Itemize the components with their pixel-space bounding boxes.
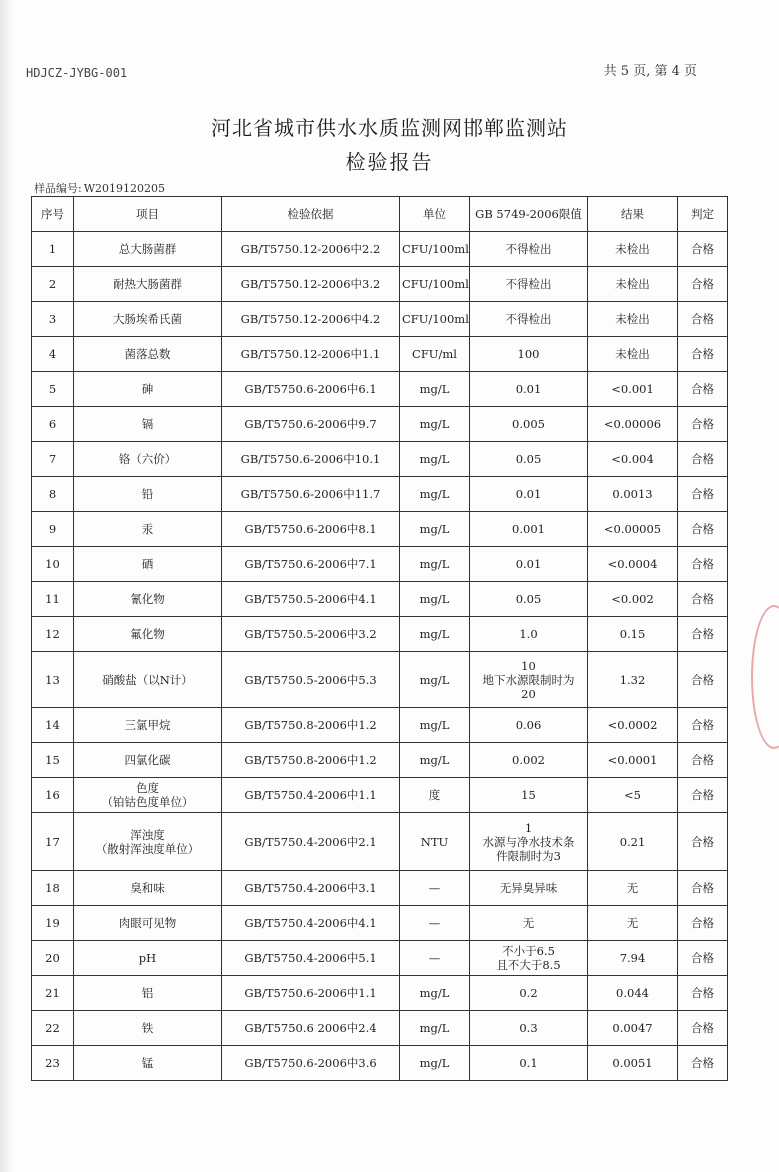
cell-verdict: 合格 (678, 372, 728, 407)
cell-limit: 0.005 (470, 407, 588, 442)
cell-method: GB/T5750.8-2006中1.2 (222, 743, 400, 778)
cell-no: 23 (32, 1046, 74, 1081)
cell-result: 无 (588, 871, 678, 906)
table-row (32, 617, 728, 652)
cell-unit: NTU (400, 813, 470, 871)
cell-method: GB/T5750.6-2006中9.7 (222, 407, 400, 442)
cell-verdict: 合格 (678, 442, 728, 477)
cell-item: 氰化物 (74, 582, 222, 617)
cell-result: 0.0013 (588, 477, 678, 512)
cell-unit: mg/L (400, 976, 470, 1011)
cell-item: 铁 (74, 1011, 222, 1046)
cell-verdict: 合格 (678, 976, 728, 1011)
cell-unit: mg/L (400, 512, 470, 547)
cell-unit: mg/L (400, 617, 470, 652)
cell-limit: 0.05 (470, 442, 588, 477)
cell-verdict: 合格 (678, 232, 728, 267)
cell-unit: CFU/ml (400, 337, 470, 372)
cell-item: 臭和味 (74, 871, 222, 906)
cell-result: 1.32 (588, 652, 678, 708)
cell-limit: 1 水源与净水技术条 件限制时为3 (470, 813, 588, 871)
cell-no: 16 (32, 778, 74, 813)
cell-limit: 不得检出 (470, 302, 588, 337)
table-row (32, 267, 728, 302)
cell-limit: 100 (470, 337, 588, 372)
cell-limit: 0.3 (470, 1011, 588, 1046)
cell-item: 浑浊度 （散射浑浊度单位） (74, 813, 222, 871)
col-header-method: 检验依据 (222, 197, 400, 232)
cell-item: 四氯化碳 (74, 743, 222, 778)
cell-verdict: 合格 (678, 1011, 728, 1046)
cell-no: 17 (32, 813, 74, 871)
cell-result: 未检出 (588, 232, 678, 267)
report-title: 检验报告 (345, 150, 434, 174)
cell-limit: 不得检出 (470, 267, 588, 302)
table-row (32, 547, 728, 582)
cell-unit: CFU/100ml (400, 267, 470, 302)
cell-unit: mg/L (400, 652, 470, 708)
cell-verdict: 合格 (678, 512, 728, 547)
cell-method: GB/T5750.4-2006中5.1 (222, 941, 400, 976)
sample-number-label: 样品编号: (34, 182, 82, 195)
cell-unit: mg/L (400, 372, 470, 407)
cell-item: 铬（六价） (74, 442, 222, 477)
cell-no: 12 (32, 617, 74, 652)
table-row (32, 337, 728, 372)
cell-limit: 0.06 (470, 708, 588, 743)
cell-item: 三氯甲烷 (74, 708, 222, 743)
cell-verdict: 合格 (678, 652, 728, 708)
cell-no: 11 (32, 582, 74, 617)
cell-no: 10 (32, 547, 74, 582)
table-row (32, 442, 728, 477)
cell-no: 20 (32, 941, 74, 976)
cell-item: 镉 (74, 407, 222, 442)
table-row (32, 906, 728, 941)
table-header-row (32, 197, 728, 232)
cell-result: 0.0051 (588, 1046, 678, 1081)
table-row (32, 778, 728, 813)
cell-result: <0.0004 (588, 547, 678, 582)
cell-verdict: 合格 (678, 743, 728, 778)
cell-item: pH (74, 941, 222, 976)
cell-method: GB/T5750.5-2006中4.1 (222, 582, 400, 617)
cell-method: GB/T5750.12-2006中3.2 (222, 267, 400, 302)
cell-item: 色度 （铂钴色度单位） (74, 778, 222, 813)
cell-item: 铝 (74, 976, 222, 1011)
cell-result: 无 (588, 906, 678, 941)
cell-no: 1 (32, 232, 74, 267)
inspection-table (31, 196, 728, 1081)
cell-unit: CFU/100ml (400, 302, 470, 337)
cell-result: <0.004 (588, 442, 678, 477)
cell-method: GB/T5750.6-2006中3.6 (222, 1046, 400, 1081)
cell-result: 未检出 (588, 267, 678, 302)
cell-method: GB/T5750.6-2006中1.1 (222, 976, 400, 1011)
cell-limit: 1.0 (470, 617, 588, 652)
cell-verdict: 合格 (678, 708, 728, 743)
cell-verdict: 合格 (678, 477, 728, 512)
col-header-verdict: 判定 (678, 197, 728, 232)
cell-method: GB/T5750.4-2006中3.1 (222, 871, 400, 906)
col-header-no: 序号 (32, 197, 74, 232)
cell-verdict: 合格 (678, 871, 728, 906)
cell-result: <0.0001 (588, 743, 678, 778)
col-header-result: 结果 (588, 197, 678, 232)
cell-unit: mg/L (400, 708, 470, 743)
table-row (32, 232, 728, 267)
cell-result: 0.15 (588, 617, 678, 652)
cell-verdict: 合格 (678, 267, 728, 302)
cell-limit: 不小于6.5 且不大于8.5 (470, 941, 588, 976)
cell-item: 砷 (74, 372, 222, 407)
cell-result: <0.00006 (588, 407, 678, 442)
cell-method: GB/T5750.12-2006中2.2 (222, 232, 400, 267)
cell-method: GB/T5750.6-2006中8.1 (222, 512, 400, 547)
cell-item: 大肠埃希氏菌 (74, 302, 222, 337)
cell-unit: — (400, 906, 470, 941)
cell-method: GB/T5750.6-2006中7.1 (222, 547, 400, 582)
cell-limit: 0.1 (470, 1046, 588, 1081)
cell-result: <5 (588, 778, 678, 813)
cell-method: GB/T5750.5-2006中3.2 (222, 617, 400, 652)
cell-unit: mg/L (400, 743, 470, 778)
cell-no: 21 (32, 976, 74, 1011)
cell-verdict: 合格 (678, 941, 728, 976)
cell-item: 铅 (74, 477, 222, 512)
cell-result: 未检出 (588, 302, 678, 337)
cell-result: <0.0002 (588, 708, 678, 743)
cell-item: 菌落总数 (74, 337, 222, 372)
table-row (32, 708, 728, 743)
cell-item: 锰 (74, 1046, 222, 1081)
cell-limit: 0.01 (470, 372, 588, 407)
cell-unit: mg/L (400, 407, 470, 442)
cell-no: 8 (32, 477, 74, 512)
sample-number (34, 180, 165, 196)
cell-no: 5 (32, 372, 74, 407)
cell-no: 9 (32, 512, 74, 547)
table-row (32, 302, 728, 337)
table-row (32, 372, 728, 407)
cell-result: 7.94 (588, 941, 678, 976)
cell-limit: 无异臭异味 (470, 871, 588, 906)
cell-no: 18 (32, 871, 74, 906)
cell-no: 19 (32, 906, 74, 941)
cell-limit: 0.01 (470, 477, 588, 512)
cell-item: 硝酸盐（以N计） (74, 652, 222, 708)
cell-no: 6 (32, 407, 74, 442)
table-body (32, 232, 728, 1081)
cell-limit: 不得检出 (470, 232, 588, 267)
col-header-item: 项目 (74, 197, 222, 232)
table-row (32, 477, 728, 512)
cell-no: 22 (32, 1011, 74, 1046)
cell-method: GB/T5750.4-2006中4.1 (222, 906, 400, 941)
cell-unit: — (400, 871, 470, 906)
cell-unit: 度 (400, 778, 470, 813)
cell-no: 7 (32, 442, 74, 477)
cell-result: 未检出 (588, 337, 678, 372)
cell-result: <0.00005 (588, 512, 678, 547)
cell-limit: 无 (470, 906, 588, 941)
cell-item: 硒 (74, 547, 222, 582)
cell-method: GB/T5750.5-2006中5.3 (222, 652, 400, 708)
cell-limit: 0.01 (470, 547, 588, 582)
cell-unit: mg/L (400, 477, 470, 512)
cell-method: GB/T5750.4-2006中1.1 (222, 778, 400, 813)
table-row (32, 512, 728, 547)
cell-limit: 0.002 (470, 743, 588, 778)
table-row (32, 1011, 728, 1046)
cell-method: GB/T5750.6-2006中11.7 (222, 477, 400, 512)
cell-result: <0.001 (588, 372, 678, 407)
cell-limit: 0.05 (470, 582, 588, 617)
cell-unit: — (400, 941, 470, 976)
cell-verdict: 合格 (678, 337, 728, 372)
cell-verdict: 合格 (678, 617, 728, 652)
table-row (32, 652, 728, 708)
cell-item: 汞 (74, 512, 222, 547)
cell-result: 0.044 (588, 976, 678, 1011)
cell-method: GB/T5750.4-2006中2.1 (222, 813, 400, 871)
cell-result: 0.21 (588, 813, 678, 871)
page-info: 共 5 页, 第 4 页 (603, 64, 697, 79)
cell-verdict: 合格 (678, 547, 728, 582)
cell-verdict: 合格 (678, 407, 728, 442)
cell-unit: mg/L (400, 1011, 470, 1046)
col-header-limit: GB 5749-2006限值 (470, 197, 588, 232)
cell-unit: mg/L (400, 442, 470, 477)
cell-no: 2 (32, 267, 74, 302)
cell-limit: 15 (470, 778, 588, 813)
cell-method: GB/T5750.8-2006中1.2 (222, 708, 400, 743)
cell-item: 耐热大肠菌群 (74, 267, 222, 302)
cell-method: GB/T5750.12-2006中1.1 (222, 337, 400, 372)
cell-limit: 0.001 (470, 512, 588, 547)
table-row (32, 871, 728, 906)
seal-stamp-edge (751, 605, 779, 749)
cell-verdict: 合格 (678, 906, 728, 941)
cell-item: 氟化物 (74, 617, 222, 652)
document-code: HDJCZ-JYBG-001 (26, 66, 128, 80)
cell-limit: 0.2 (470, 976, 588, 1011)
page-edge-shadow (0, 0, 14, 1172)
cell-verdict: 合格 (678, 582, 728, 617)
cell-method: GB/T5750.6-2006中6.1 (222, 372, 400, 407)
cell-method: GB/T5750.12-2006中4.2 (222, 302, 400, 337)
cell-verdict: 合格 (678, 778, 728, 813)
cell-unit: CFU/100ml (400, 232, 470, 267)
cell-result: <0.002 (588, 582, 678, 617)
cell-no: 3 (32, 302, 74, 337)
cell-verdict: 合格 (678, 813, 728, 871)
cell-unit: mg/L (400, 582, 470, 617)
cell-method: GB/T5750.6 2006中2.4 (222, 1011, 400, 1046)
table-row (32, 941, 728, 976)
table-row (32, 813, 728, 871)
cell-item: 总大肠菌群 (74, 232, 222, 267)
cell-no: 14 (32, 708, 74, 743)
cell-result: 0.0047 (588, 1011, 678, 1046)
cell-method: GB/T5750.6-2006中10.1 (222, 442, 400, 477)
cell-unit: mg/L (400, 547, 470, 582)
cell-no: 4 (32, 337, 74, 372)
table-row (32, 582, 728, 617)
cell-verdict: 合格 (678, 1046, 728, 1081)
cell-limit: 10 地下水源限制时为 20 (470, 652, 588, 708)
report-issuer-title: 河北省城市供水水质监测网邯郸监测站 (211, 116, 568, 140)
table-row (32, 743, 728, 778)
cell-no: 13 (32, 652, 74, 708)
col-header-unit: 单位 (400, 197, 470, 232)
cell-unit: mg/L (400, 1046, 470, 1081)
cell-verdict: 合格 (678, 302, 728, 337)
cell-item: 肉眼可见物 (74, 906, 222, 941)
table-row (32, 407, 728, 442)
table-row (32, 1046, 728, 1081)
table-row (32, 976, 728, 1011)
sample-number-value: W2019120205 (83, 182, 166, 195)
cell-no: 15 (32, 743, 74, 778)
